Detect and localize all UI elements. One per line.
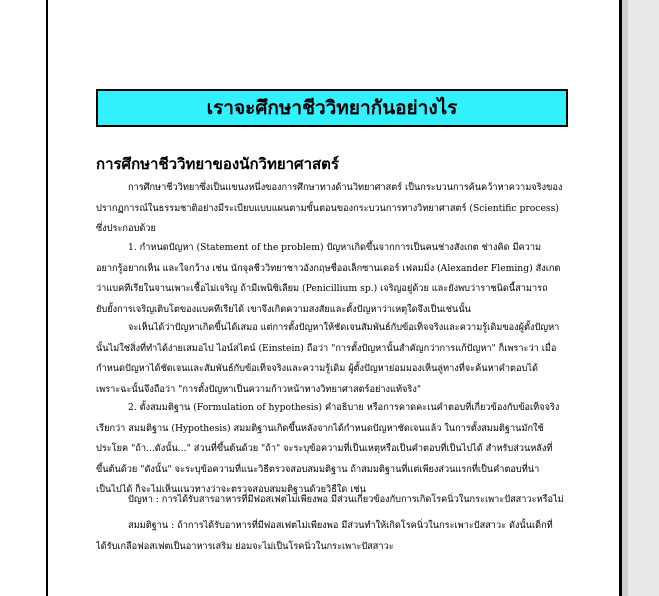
title-banner: [96, 89, 568, 127]
text-line: 1. กำหนดปัญหา (Statement of the problem) ปัญหาเกิดขึ้นจากการเป็นคนช่างสังเกต ช่างคิด มีความ: [128, 242, 542, 253]
text-line: ได้รับเกลือฟอสเฟตเป็นอาหารเสริม ย่อมจะไม่เป็นโรคนิ่วในกระเพาะปัสสาวะ: [96, 540, 394, 552]
text-line: ซึ่งประกอบด้วย: [96, 223, 156, 234]
text-line: เรียกว่า สมมติฐาน (Hypothesis) สมมติฐานเกิดขึ้นหลังจากได้กำหนดปัญหาชัดเจนแล้ว ในการตั้งสมมติฐานมักใช้: [96, 422, 544, 434]
text-line: การศึกษาชีววิทยาซึ่งเป็นแขนงหนึ่งของการศึกษาทางด้านวิทยาศาสตร์ เป็นกระบวนการค้นคว้าหาความจริงของ: [128, 182, 563, 193]
text-line: ประโยค "ถ้า...ดังนั้น..." ส่วนที่ขึ้นต้นด้วย "ถ้า" จะระบุข้อความที่เป็นเหตุหรือเป็นคำตอบที่เป็นไปได้ สำหรับส่วนหลังที่: [96, 443, 553, 454]
page-border-left: [46, 0, 48, 596]
page-shadow-edge: [622, 0, 628, 596]
text-line: เพราะฉะนั้นจึงถือว่า "การตั้งปัญหาเป็นความก้าวหน้าทางวิทยาศาสตร์อย่างแท้จริง": [96, 383, 422, 395]
section-heading: การศึกษาชีววิทยาของนักวิทยาศาสตร์: [96, 155, 339, 173]
text-line: นั้นไม่ใช่สิ่งที่ทำได้ง่ายเสมอไป ไอน์สไตน์ (Einstein) ถือว่า "การตั้งปัญหานั้นสำคัญกว่าการแก้ปัญหา" ก็เพราะว่า เมื่อ: [96, 342, 557, 354]
text-line: ยับยั้งการเจริญเติบโตของแบคทีเรียได้ เขาจึงเกิดความสงสัยและตั้งปัญหาว่าเหตุใดจึงเป็นเช่นนั้น: [96, 303, 471, 315]
step1-paragraph: [96, 238, 564, 320]
text-line: จะเห็นได้ว่าปัญหาเกิดขึ้นได้เสมอ แต่การตั้งปัญหาให้ชัดเจนสัมพันธ์กับข้อเท็จจริงและความรู้เดิมของผู้ตั้งปัญหา: [128, 322, 560, 333]
text-line: ขึ้นต้นด้วย "ดังนั้น" จะระบุข้อความที่แนะวิธีตรวจสอบสมมติฐาน ถ้าสมมติฐานที่แต่เพียงส่วนแรกที่เป็นคำตอบที่น่า: [96, 463, 540, 475]
text-line: เป็นไปได้ ก็จะไม่เห็นแนวทางว่าจะตรวจสอบสมมติฐานด้วยวิธีใด เช่น: [96, 484, 366, 495]
page-border-right: [619, 0, 622, 596]
step2-paragraph: [96, 398, 564, 501]
page-title: เราจะศึกษาชีววิทยากันอย่างไร: [206, 97, 458, 119]
text-line: ปรากฏการณ์ในธรรมชาติอย่างมีระเบียบแบบแผนตามขั้นตอนของกระบวนการทางวิทยาศาสตร์ (Scientific process): [96, 202, 559, 214]
text-line: 2. ตั้งสมมติฐาน (Formulation of hypothesis) คำอธิบาย หรือการคาดคะเนคำตอบที่เกี่ยวข้องกับข้อเท็จจริง: [128, 402, 560, 413]
text-line: อยากรู้อยากเห็น และใจกว้าง เช่น นักจุลชีววิทยาชาวอังกฤษชื่ออเล็กซานเดอร์ เฟลมมิ่ง (Alexander Fleming) สังเกต: [96, 262, 561, 274]
text-line: ปัญหา : การได้รับสารอาหารที่มีฟอสเฟตไม่เพียงพอ มีส่วนเกี่ยวข้องกับการเกิดโรคนิ่วในกระเพาะปัสสาวะหรือไม่: [128, 494, 564, 505]
paragraph-2: [96, 318, 564, 400]
text-line: ว่าแบคทีเรียในจานเพาะเชื้อไม่เจริญ ถ้ามีเพนิซิเลียม (Penicillium sp.) เจริญอยู่ด้วย และยังพบว่าราชนิดนี้สามารถ: [96, 283, 548, 294]
problem-example: [96, 490, 564, 511]
intro-paragraph: [96, 178, 564, 240]
text-line: สมมติฐาน : ถ้าการได้รับอาหารที่มีฟอสเฟตไม่เพียงพอ มีส่วนทำให้เกิดโรคนิ่วในกระเพาะปัสสาวะ ดังนั้นเด็กที่: [128, 520, 553, 531]
hypothesis-example: [96, 516, 564, 557]
text-line: กำหนดปัญหาได้ชัดเจนและสัมพันธ์กับข้อเท็จจริงและความรู้เดิม ผู้ตั้งปัญหาย่อมมองเห็นลู่ทางที่จะค้นหาคำตอบได้: [96, 363, 538, 374]
